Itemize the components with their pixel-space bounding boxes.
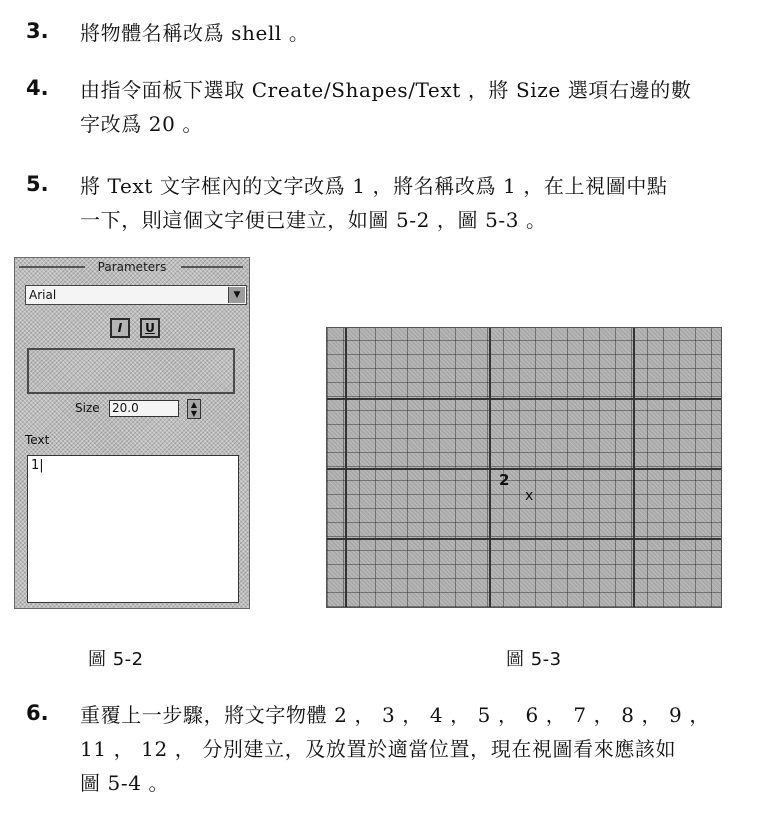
chevron-down-icon[interactable]: ▼ [228,287,245,303]
size-input[interactable]: 20.0 [109,400,179,417]
text-label: Text [25,433,50,447]
font-select-value: Arial [29,288,57,302]
step-line: 將物體名稱改爲 shell 。 [80,21,310,45]
italic-button[interactable]: I [110,318,130,338]
parameters-panel [14,257,250,609]
step-text [80,73,758,141]
step-line: 圖 5-4 。 [80,771,170,795]
grid-major-hline [327,468,721,470]
step-text [80,169,758,237]
spinner-up-icon[interactable]: ▲ [190,400,198,409]
spinner-down-icon[interactable]: ▼ [190,409,198,418]
step-6 [26,698,758,800]
step-line: 11 ， 12 ， 分別建立，及放置於適當位置，現在視圖看來應該如 [80,737,677,761]
step-5 [26,169,758,237]
caption-fig-5-3: 圖 5-3 [506,649,562,670]
step-number: 5. [26,172,49,196]
cursor-cross-icon: x [525,488,534,504]
grid-major-hline [327,398,721,400]
step-number: 6. [26,701,49,725]
step-line: 重覆上一步驟，將文字物體 2 ， 3 ， 4 ， 5 ， 6 ， 7 ， 8 ， 9 ， [80,703,710,727]
step-line: 一下，則這個文字便已建立，如圖 5-2 ，圖 5-3 。 [80,208,547,232]
size-spinner[interactable] [187,399,201,419]
font-select[interactable] [25,285,247,305]
title-rule-right [181,266,243,268]
step-line: 字改爲 20 。 [80,112,203,136]
options-group-box [27,348,235,394]
step-text [80,698,758,800]
caption-fig-5-2: 圖 5-2 [88,649,144,670]
underline-button[interactable]: U [140,318,160,338]
size-label: Size [75,401,100,415]
step-number: 4. [26,76,49,100]
step-line: 由指令面板下選取 Create/Shapes/Text ，將 Size 選項右邊的數 [80,78,692,102]
text-input[interactable]: 1| [27,455,239,603]
step-number: 3. [26,19,49,43]
step-line: 將 Text 文字框內的文字改爲 1 ，將名稱改爲 1 ，在上視圖中點 [80,174,668,198]
step-3 [26,16,758,50]
panel-title: Parameters [97,260,167,274]
step-text [80,16,758,50]
step-4 [26,73,758,141]
grid-major-hline [327,538,721,540]
top-viewport[interactable] [326,327,722,608]
text-object-marker[interactable]: 2 [499,471,510,489]
